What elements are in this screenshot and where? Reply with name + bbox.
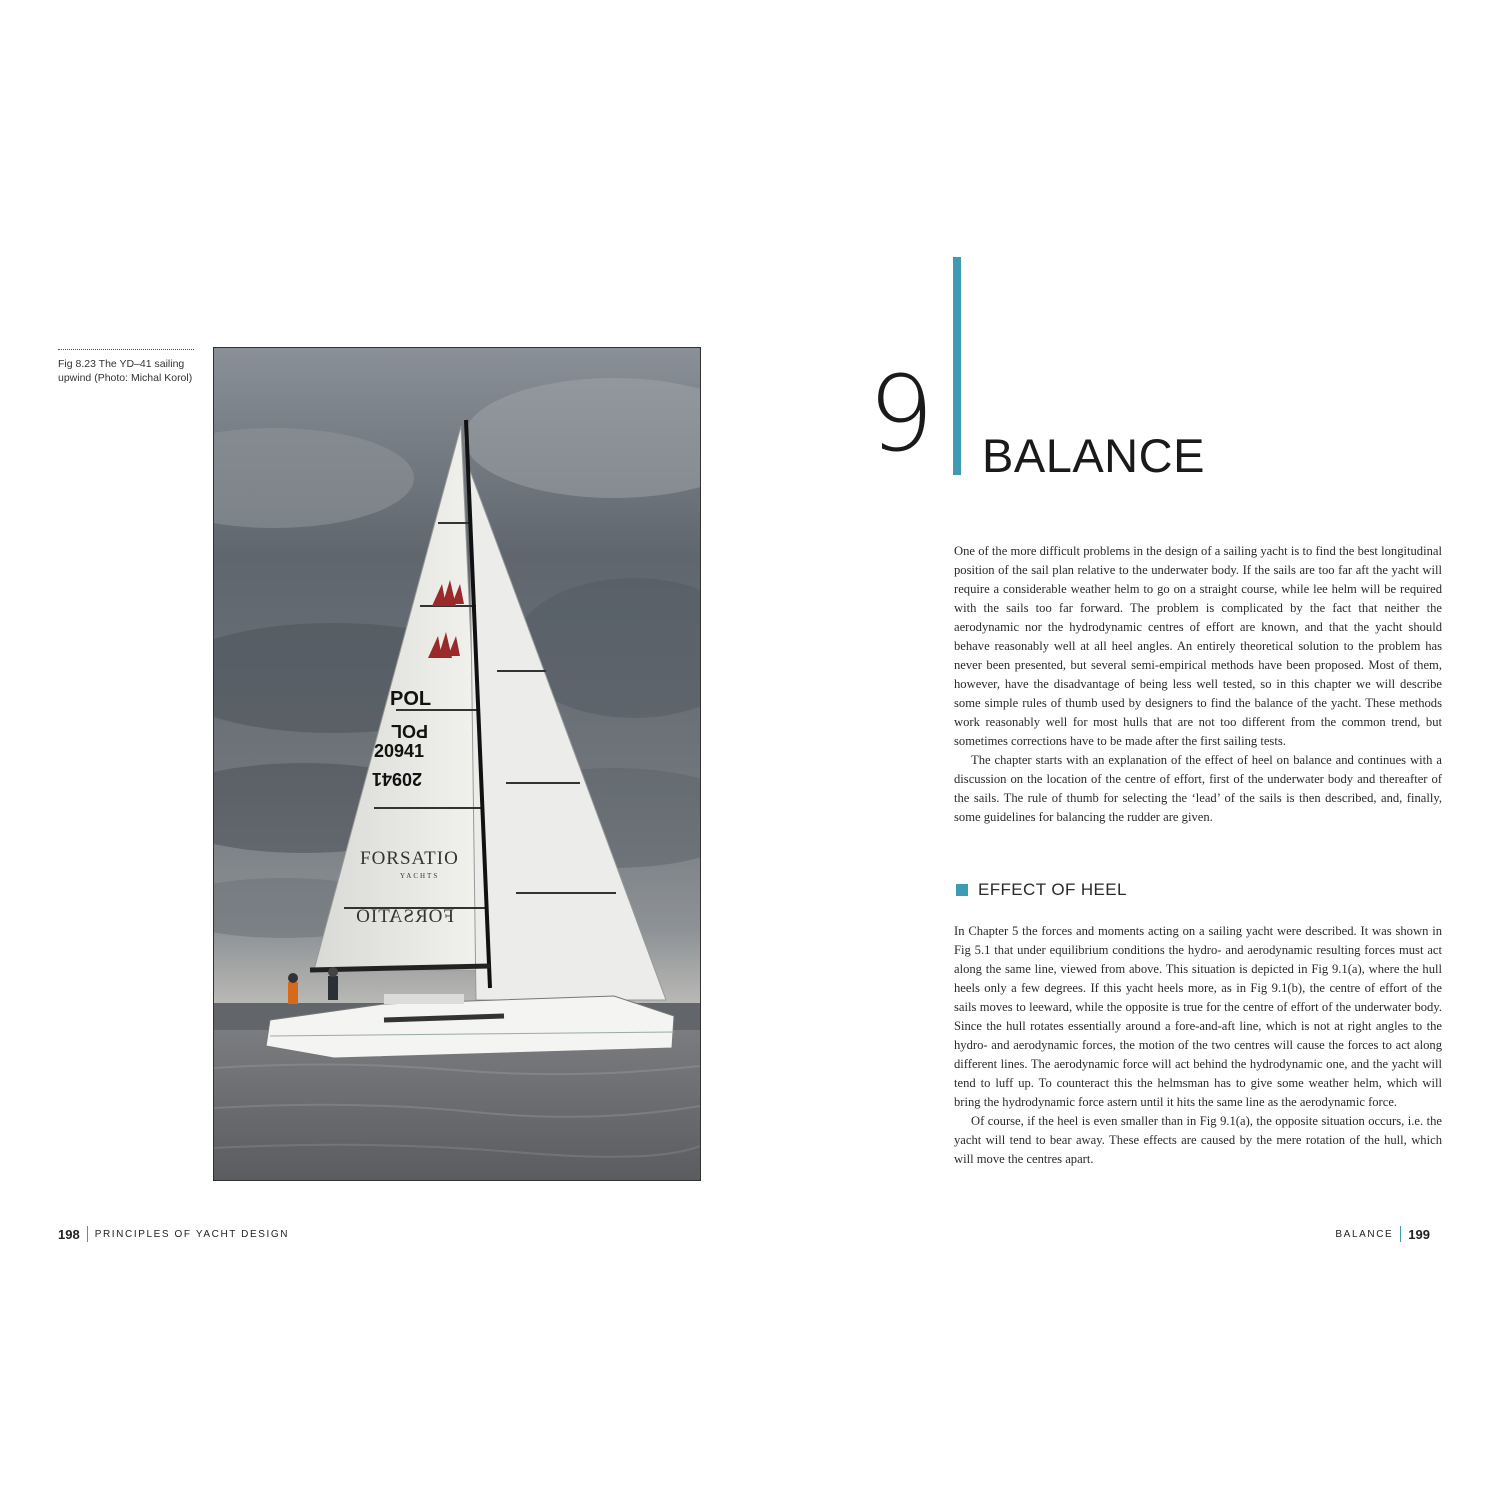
section-paragraph: In Chapter 5 the forces and moments acting on a sailing yacht were described. It was shown in Fig 5.1 that under equilibrium conditions the hydro- and aerodynamic resulting forces must act along the same line, viewed from above. This situation is depicted in Fig 9.1(a), where the hull heels only a few degrees. If this yacht heels more, as in Fig 9.1(b), the centre of effort of the sails moves to leeward, while the opposite is true for the centre of effort of the underwater body. Since the hull rotates essentially around a fore-and-aft line, which is not at right angles to the hydro- and aerodynamic forces, the motion of the two centres will cause the forces to act along different lines. The aerodynamic force will act behind the hydrodynamic one, and the yacht will tend to luff up. To counteract this the helmsman has to give some weather helm, which will bring the hydrodynamic force astern until it hits the same line as the aerodynamic force. [954,924,1442,1109]
sail-text-forsatio-mirrored: FORSATIO [355,906,454,927]
section-title: EFFECT OF HEEL [978,880,1127,899]
figure-caption: Fig 8.23 The YD–41 sailing upwind (Photo: Michal Korol) [58,358,193,384]
chapter-number: 9 [868,353,933,475]
chapter-accent-bar [953,257,961,475]
left-folio [58,1226,289,1242]
book-title: PRINCIPLES OF YACHT DESIGN [94,1228,290,1240]
caption-divider [58,349,194,350]
folio-divider [1400,1226,1401,1242]
chapter-title: BALANCE [982,429,1205,482]
folio-divider [87,1226,88,1242]
section-paragraph: Of course, if the heel is even smaller than in Fig 9.1(a), the opposite situation occurs, i.e. the yacht will tend to bear away. These effects are caused by the mere rotation of the hull, which will move the centres apart. [954,1114,1442,1166]
sail-text-yachts: YACHTS [400,872,440,880]
page-number-right: 199 [1408,1226,1430,1242]
intro-paragraph: One of the more difficult problems in the design of a sailing yacht is to find the best longitudinal position of the sail plan relative to the underwater body. If the sails are too far aft the yacht will require a considerable weather helm to go on a straight course, while lee helm will be required with the sails too far forward. The problem is complicated by the fact that neither the aerodynamic nor the hydrodynamic centres of effort are known, and that the yacht should behave reasonably well at all heel angles. An entirely theoretical solution to the problem has never been presented, but several semi-empirical methods have been proposed. Most of them, however, have the disadvantage of being less well tested, so in this chapter we will describe some simple rules of thumb used by designers to find the balance of the yacht. These methods work reasonably well for most hulls that are not too different from the common trend, but sometimes corrections have to be made after the first sailing tests. [954,544,1442,748]
sail-text-pol: POL [390,688,432,710]
intro-text [954,542,1442,827]
sail-text-number: 20941 [374,741,425,761]
section-text [954,922,1442,1169]
page-number-left: 198 [58,1226,80,1242]
sail-text-forsatio: FORSATIO [360,848,459,869]
intro-paragraph: The chapter starts with an explanation of the effect of heel on balance and continues with a discussion on the location of the centre of effort, first of the underwater body and thereafter of the sails. The rule of thumb for selecting the ‘lead’ of the sails is then described, and, finally, some guidelines for balancing the rudder are given. [954,753,1442,824]
right-folio [1335,1226,1430,1242]
section-bullet-icon [956,884,968,896]
sail-text-pol-mirrored: POL [390,721,428,741]
sailing-yacht-photo [213,347,701,1181]
section-heading [956,880,1127,900]
chapter-running-title: BALANCE [1335,1228,1394,1240]
sail-text-number-mirrored: 20941 [371,769,422,789]
